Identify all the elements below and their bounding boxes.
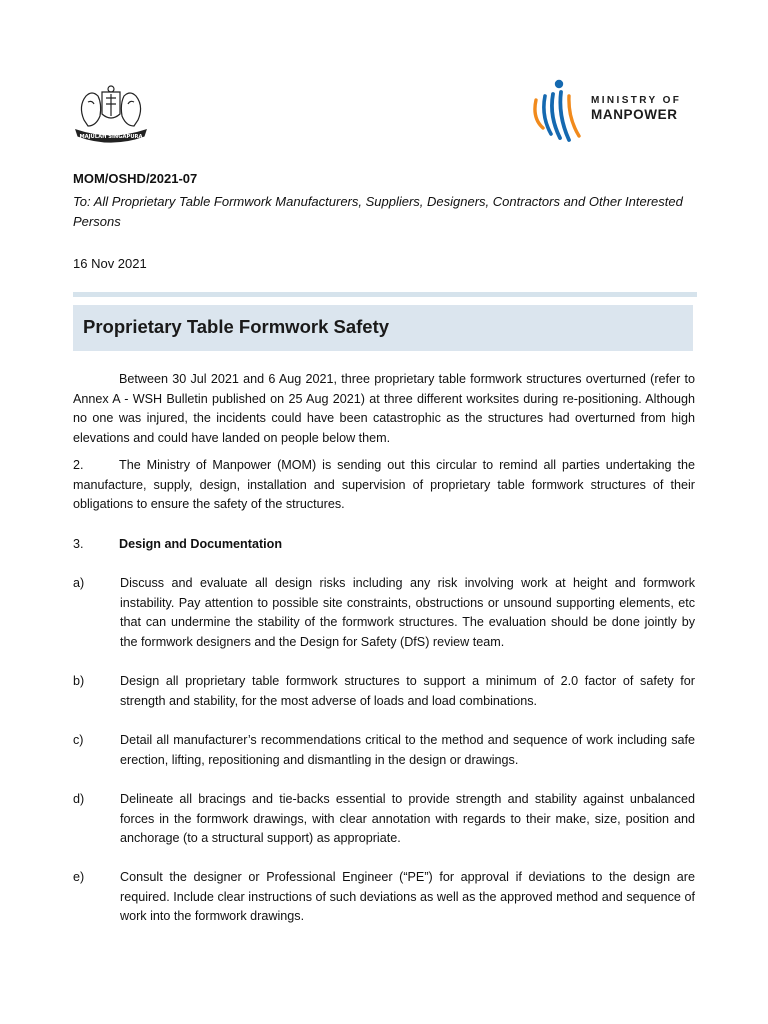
list-item-label: a) xyxy=(73,576,85,590)
logo-line2: MANPOWER xyxy=(591,107,678,122)
list-item-label: c) xyxy=(73,733,84,747)
circular-reference: MOM/OSHD/2021-07 xyxy=(73,171,198,186)
list-item-text: Detail all manufacturer’s recommendations critical to the method and sequence of work including safe erection, lifting, repositioning and dismantling in the design or drawings. xyxy=(120,733,695,767)
crest-motto: MAJULAH SINGAPURA xyxy=(79,134,143,140)
list-item-text: Discuss and evaluate all design risks including any risk involving work at height and formwork instability. Pay attention to possible site constraints, obstructions or unsound supporting elements, etc that can undermine the stability of the formwork structures. The evaluation should be done jointly by the formwork designers and the Design for Safety (DfS) review team. xyxy=(120,576,695,649)
paragraph-1: Between 30 Jul 2021 and 6 Aug 2021, three proprietary table formwork structures overturned (refer to Annex A - WSH Bulletin published on 25 Aug 2021) at three different worksites during re-positioning. Although no one was injured, the incidents could have been catastrophic as the structures had overturned from high elevations and could have landed on people below them. xyxy=(73,372,695,445)
paragraph-2 xyxy=(73,456,695,515)
title-banner xyxy=(73,305,693,351)
mom-logo xyxy=(533,78,693,148)
paragraph-2-text: The Ministry of Manpower (MOM) is sending out this circular to remind all parties undertaking the manufacture, supply, design, installation and supervision of proprietary table formwork structures of their obligations to ensure the safety of the structures. xyxy=(73,458,695,512)
list-item-label: d) xyxy=(73,792,85,806)
mom-logo-mark-icon xyxy=(533,78,587,144)
list-item-text: Delineate all bracings and tie-backs essential to provide strength and stability against unbalanced forces in the formwork drawings, with clear annotation with regards to their make, size, position and anchorage (to a structural support) as appropriate. xyxy=(120,792,695,846)
list-item-text: Design all proprietary table formwork structures to support a minimum of 2.0 factor of safety for strength and stability, for the most adverse of loads and load combinations. xyxy=(120,674,695,708)
paragraph-2-number: 2. xyxy=(73,458,84,472)
list-item-label: b) xyxy=(73,674,85,688)
singapore-crest-icon xyxy=(72,80,150,144)
section-3-number: 3. xyxy=(73,537,84,551)
section-3-title: Design and Documentation xyxy=(119,537,283,551)
addressee: To: All Proprietary Table Formwork Manufacturers, Suppliers, Designers, Contractors and Other Interested Persons xyxy=(73,194,683,229)
section-3-heading xyxy=(73,535,695,555)
list-item-label: e) xyxy=(73,870,85,884)
list-item-text: Consult the designer or Professional Engineer (“PE”) for approval if deviations to the design are required. Include clear instructions of such deviations as well as the approved method and sequence of work into the formwork drawings. xyxy=(120,870,695,924)
circular-date: 16 Nov 2021 xyxy=(73,256,147,271)
logo-line1: MINISTRY OF xyxy=(591,95,682,106)
header-divider xyxy=(73,292,697,297)
page-title: Proprietary Table Formwork Safety xyxy=(83,316,390,337)
